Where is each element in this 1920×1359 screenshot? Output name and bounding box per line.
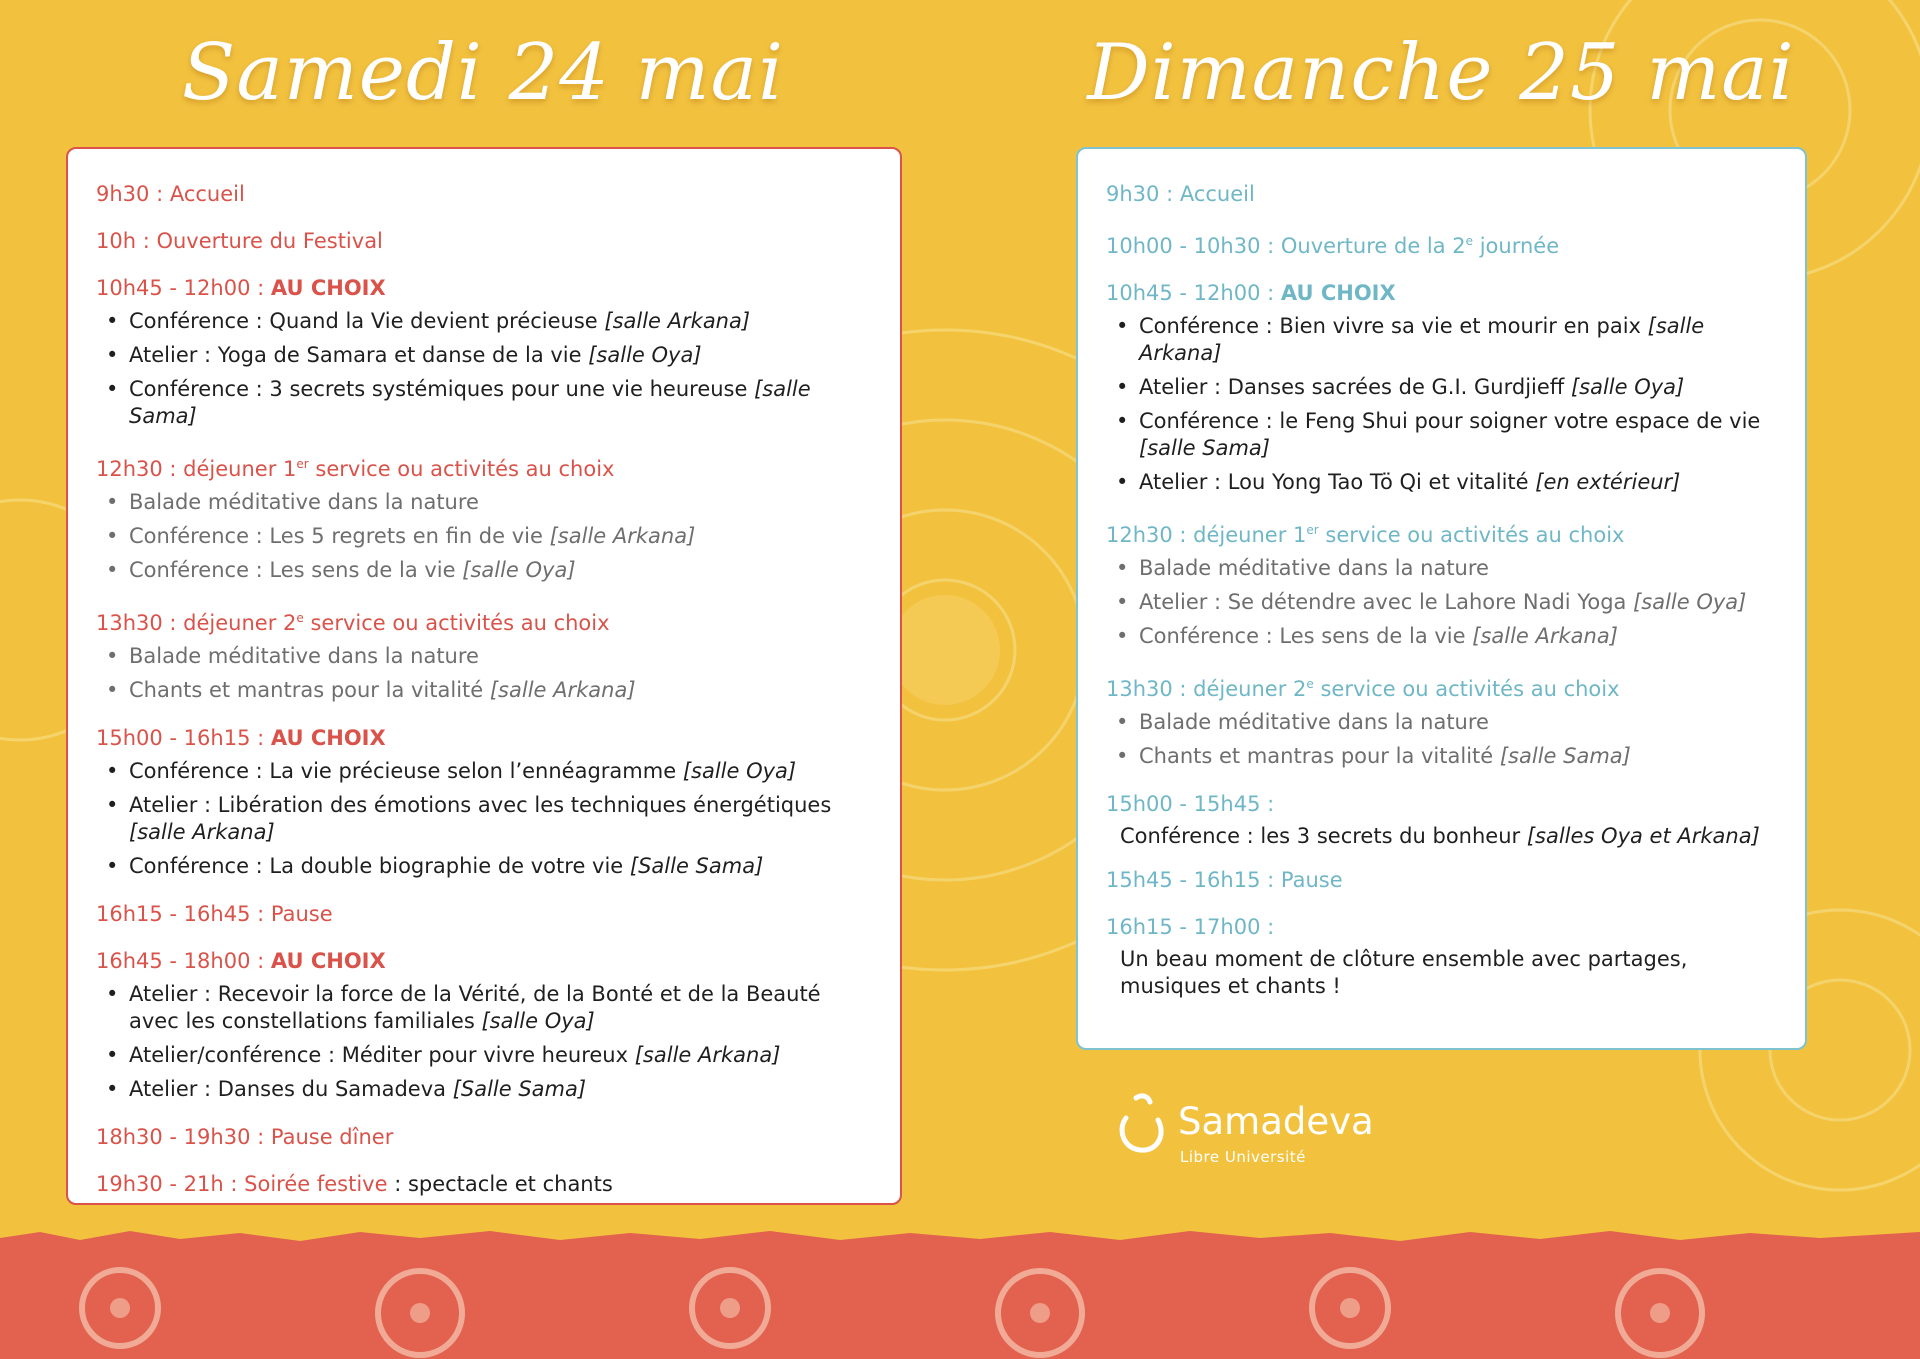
slot-time: 13h30 : déjeuner 2e service ou activités au choix <box>96 611 610 635</box>
choice-label: AU CHOIX <box>270 949 386 973</box>
list-item: • Atelier : Danses du Samadeva [Salle Sama] <box>96 1073 874 1107</box>
schedule-slot <box>96 944 874 1107</box>
schedule-slot <box>96 177 874 211</box>
schedule-slot <box>96 601 874 708</box>
schedule-slot <box>96 1120 874 1154</box>
schedule-slot <box>1106 787 1779 850</box>
slot-time: 9h30 : Accueil <box>1106 182 1255 206</box>
schedule-slot <box>1106 224 1779 263</box>
slot-time: 15h45 - 16h15 : Pause <box>1106 868 1343 892</box>
sunday-schedule-card <box>1076 147 1807 1050</box>
list-item: • Atelier : Yoga de Samara et danse de la vie [salle Oya] <box>96 339 874 373</box>
slot-time: 16h45 - 18h00 : AU CHOIX <box>96 949 386 973</box>
schedule-slot <box>1106 177 1779 211</box>
schedule-slot <box>96 1167 874 1201</box>
list-item: • Balade méditative dans la nature <box>1106 552 1779 586</box>
schedule-slot <box>1106 513 1779 654</box>
logo-subtitle: Libre Université <box>1180 1148 1306 1166</box>
slot-time: 12h30 : déjeuner 1er service ou activités au choix <box>1106 523 1625 547</box>
schedule-slot <box>1106 276 1779 500</box>
schedule-slot <box>1106 667 1779 774</box>
slot-time: 19h30 - 21h : Soirée festive : spectacle et chants <box>96 1172 613 1196</box>
samadeva-logo <box>1116 1092 1374 1166</box>
list-item: • Conférence : le Feng Shui pour soigner votre espace de vie [salle Sama] <box>1106 405 1779 466</box>
list-item: • Conférence : La vie précieuse selon l’ennéagramme [salle Oya] <box>96 755 874 789</box>
list-item: • Atelier : Se détendre avec le Lahore Nadi Yoga [salle Oya] <box>1106 586 1779 620</box>
list-item: • Balade méditative dans la nature <box>1106 706 1779 740</box>
schedule-slot <box>96 447 874 588</box>
list-item: • Atelier/conférence : Méditer pour vivre heureux [salle Arkana] <box>96 1039 874 1073</box>
slot-time: 15h00 - 15h45 : <box>1106 792 1275 816</box>
schedule-slot <box>1106 863 1779 897</box>
slot-time: 15h00 - 16h15 : AU CHOIX <box>96 726 386 750</box>
list-item: • Conférence : Bien vivre sa vie et mourir en paix [salle Arkana] <box>1106 310 1779 371</box>
saturday-schedule-card <box>66 147 902 1205</box>
list-item: • Conférence : 3 secrets systémiques pour une vie heureuse [salle Sama] <box>96 373 874 434</box>
slot-time: 16h15 - 16h45 : Pause <box>96 902 333 926</box>
slot-time: 18h30 - 19h30 : Pause dîner <box>96 1125 394 1149</box>
choice-label: AU CHOIX <box>270 726 386 750</box>
list-item: • Chants et mantras pour la vitalité [salle Sama] <box>1106 740 1779 774</box>
decorative-floral-band <box>0 1228 1920 1359</box>
schedule-slot <box>96 897 874 931</box>
schedule-slot <box>96 271 874 434</box>
logo-mark-icon <box>1116 1092 1168 1156</box>
slot-time: 10h : Ouverture du Festival <box>96 229 383 253</box>
list-item: • Conférence : Les sens de la vie [salle Arkana] <box>1106 620 1779 654</box>
slot-time: 10h00 - 10h30 : Ouverture de la 2e journée <box>1106 234 1560 258</box>
slot-time: 13h30 : déjeuner 2e service ou activités au choix <box>1106 677 1620 701</box>
slot-time: 10h45 - 12h00 : AU CHOIX <box>96 276 386 300</box>
slot-time: 12h30 : déjeuner 1er service ou activités au choix <box>96 457 615 481</box>
schedule-slot <box>96 224 874 258</box>
list-item: • Conférence : Quand la Vie devient précieuse [salle Arkana] <box>96 305 874 339</box>
saturday-title: Samedi 24 mai <box>181 28 785 118</box>
list-item: • Conférence : La double biographie de votre vie [Salle Sama] <box>96 850 874 884</box>
schedule-slot <box>1106 910 1779 1000</box>
list-item: • Balade méditative dans la nature <box>96 640 874 674</box>
slot-time: 9h30 : Accueil <box>96 182 245 206</box>
list-item: • Atelier : Libération des émotions avec les techniques énergétiques [salle Arkana] <box>96 789 874 850</box>
list-item: • Atelier : Danses sacrées de G.I. Gurdjieff [salle Oya] <box>1106 371 1779 405</box>
list-item: • Chants et mantras pour la vitalité [salle Arkana] <box>96 674 874 708</box>
choice-label: AU CHOIX <box>270 276 386 300</box>
list-item: • Atelier : Lou Yong Tao Tö Qi et vitalité [en extérieur] <box>1106 466 1779 500</box>
logo-name: Samadeva <box>1178 1100 1374 1143</box>
slot-description: Conférence : les 3 secrets du bonheur [salles Oya et Arkana] <box>1120 824 1760 848</box>
list-item: • Atelier : Recevoir la force de la Vérité, de la Bonté et de la Beauté avec les constellations familiales [salle Oya] <box>96 978 874 1039</box>
slot-description: Un beau moment de clôture ensemble avec partages, musiques et chants ! <box>1120 947 1688 998</box>
slot-time: 16h15 - 17h00 : <box>1106 915 1275 939</box>
slot-time: 10h45 - 12h00 : AU CHOIX <box>1106 281 1396 305</box>
list-item: • Balade méditative dans la nature <box>96 486 874 520</box>
list-item: • Conférence : Les sens de la vie [salle Oya] <box>96 554 874 588</box>
choice-label: AU CHOIX <box>1280 281 1396 305</box>
schedule-slot <box>96 721 874 884</box>
sunday-title: Dimanche 25 mai <box>1087 28 1795 118</box>
list-item: • Conférence : Les 5 regrets en fin de vie [salle Arkana] <box>96 520 874 554</box>
